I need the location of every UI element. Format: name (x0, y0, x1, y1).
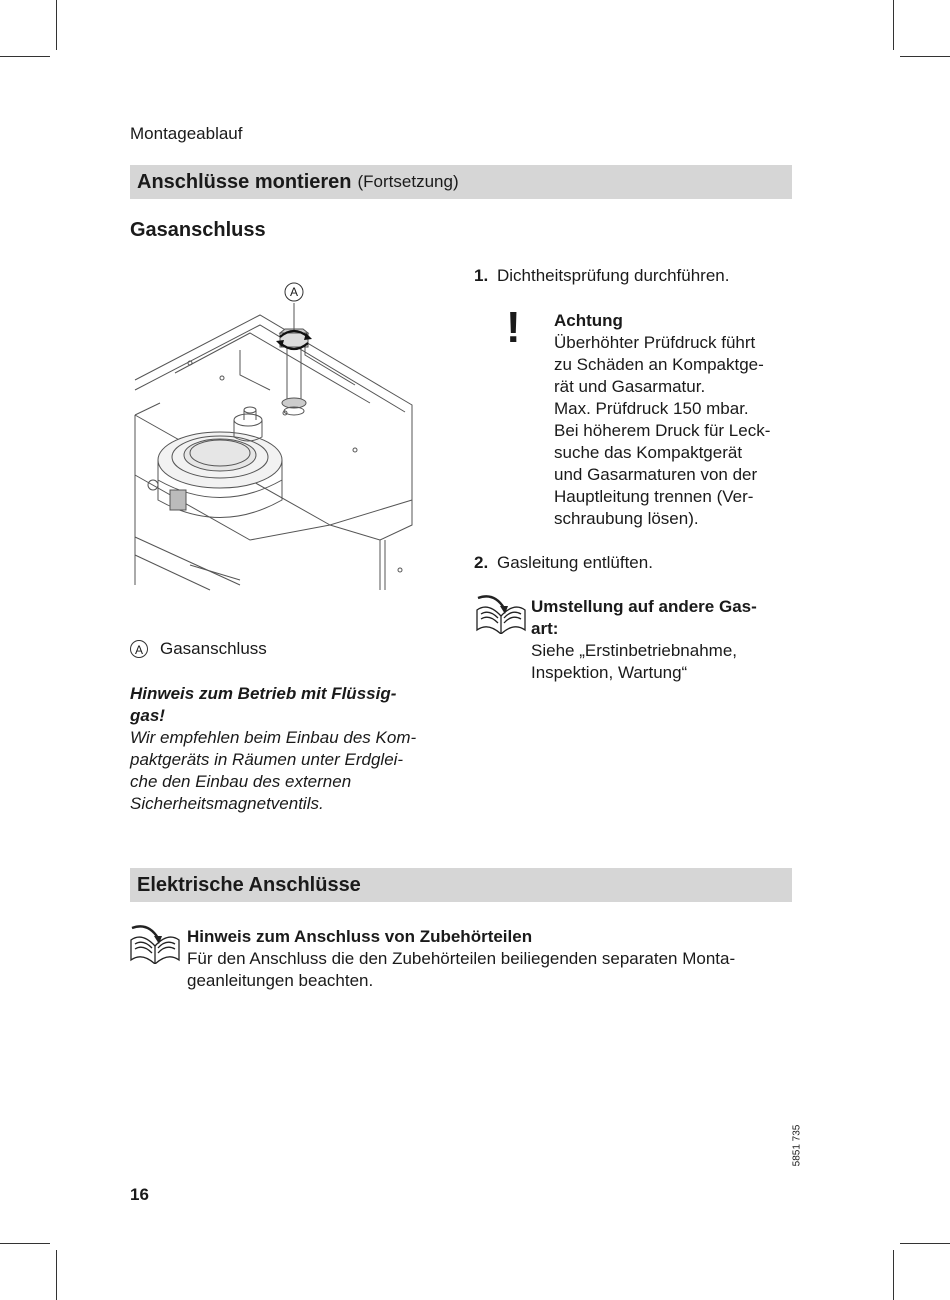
hint-title-line: Umstellung auf andere Gas- (531, 597, 757, 616)
note-title-line: Hinweis zum Betrieb mit Flüssig- (130, 684, 397, 703)
section-heading-bar (130, 165, 792, 199)
book-reference-icon (128, 924, 182, 969)
section-label: Montageablauf (130, 124, 243, 143)
warning-line: suche das Kompaktgerät (554, 443, 743, 462)
hint-title: Hinweis zum Anschluss von Zubehörteilen (187, 927, 533, 946)
warning-line: zu Schäden an Kompaktge- (554, 355, 764, 374)
figure-callout-letter: A (289, 285, 298, 299)
warning-line: schraubung lösen). (554, 509, 699, 528)
warning-line: rät und Gasarmatur. (554, 377, 706, 396)
document-number: 5851 735 (791, 1124, 803, 1167)
gas-conversion-hint (531, 596, 793, 684)
hint-body-line: Inspektion, Wartung“ (531, 663, 688, 682)
note-body-line: che den Einbau des externen (130, 772, 352, 791)
section-subtitle: (Fortsetzung) (357, 172, 459, 191)
legend-letter: A (130, 640, 148, 658)
step-text: Dichtheitsprüfung durchführen. (497, 266, 730, 285)
crop-mark-bottom-right-h (900, 1243, 950, 1244)
warning-block (554, 310, 794, 530)
crop-mark-bottom-left-h (0, 1243, 50, 1244)
crop-mark-top-right-v (893, 0, 894, 50)
hint-body-line: geanleitungen beachten. (187, 971, 374, 990)
gas-connection-figure (130, 275, 420, 595)
crop-mark-top-right-h (900, 56, 950, 57)
note-title-line: gas! (130, 706, 165, 725)
section-title: Anschlüsse montieren (137, 170, 352, 193)
section-title: Elektrische Anschlüsse (137, 873, 361, 896)
note-body-line: Wir empfehlen beim Einbau des Kom- (130, 728, 417, 747)
step-number: 1. (474, 266, 489, 285)
step-2 (474, 553, 653, 573)
hint-title-line: art: (531, 619, 559, 638)
note-body-line: paktgeräts in Räumen unter Erdglei- (130, 750, 404, 769)
section-heading-bar-electrical (130, 868, 792, 902)
crop-mark-bottom-right-v (893, 1250, 894, 1300)
crop-mark-top-left-v (56, 0, 57, 50)
gas-connection-drawing (130, 275, 420, 595)
warning-line: Bei höherem Druck für Leck- (554, 421, 771, 440)
note-body-line: Sicherheitsmagnetventils. (130, 794, 324, 813)
figure-legend (130, 639, 267, 659)
warning-icon: ! (506, 303, 521, 352)
hint-body-line: Siehe „Erstinbetriebnahme, (531, 641, 738, 660)
book-reference-icon (474, 594, 528, 639)
warning-line: Max. Prüfdruck 150 mbar. (554, 399, 749, 418)
accessory-hint (187, 926, 793, 992)
step-1 (474, 266, 729, 286)
crop-mark-bottom-left-v (56, 1250, 57, 1300)
warning-title: Achtung (554, 311, 623, 330)
step-text: Gasleitung entlüften. (497, 553, 653, 572)
subheading-gasanschluss: Gasanschluss (130, 219, 266, 241)
hint-body-line: Für den Anschluss die den Zubehörteilen beiliegenden separaten Monta- (187, 949, 736, 968)
warning-line: und Gasarmaturen von der (554, 465, 758, 484)
legend-text: Gasanschluss (160, 639, 267, 658)
warning-line: Hauptleitung trennen (Ver- (554, 487, 754, 506)
page-number: 16 (130, 1185, 149, 1204)
warning-line: Überhöhter Prüfdruck führt (554, 333, 756, 352)
step-number: 2. (474, 553, 489, 572)
lpg-note (130, 683, 450, 815)
crop-mark-top-left-h (0, 56, 50, 57)
